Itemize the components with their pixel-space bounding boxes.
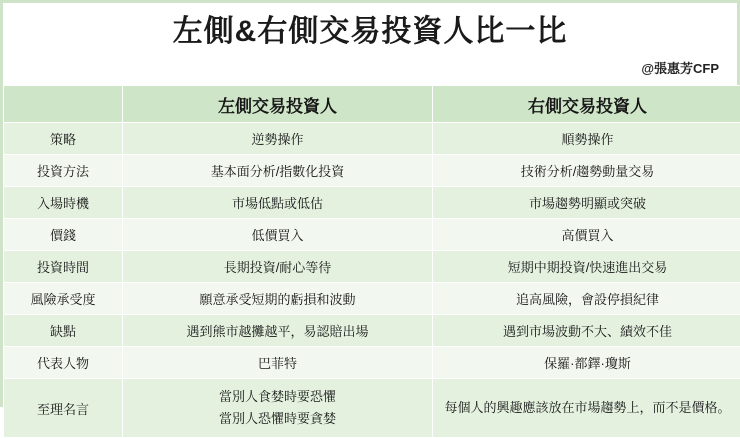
header-blank <box>4 86 123 123</box>
cell-right-entry-timing: 市場趨勢明顯或突破 <box>433 187 740 219</box>
header-right-trader: 右側交易投資人 <box>433 86 740 123</box>
cell-left-horizon: 長期投資/耐心等待 <box>123 251 433 283</box>
table-body <box>4 123 740 438</box>
cell-left-method: 基本面分析/指數化投資 <box>123 155 433 187</box>
cell-left-quote <box>123 379 433 438</box>
cell-left-strategy: 逆勢操作 <box>123 123 433 155</box>
row-label-method: 投資方法 <box>4 155 123 187</box>
table-row <box>4 347 740 379</box>
byline-credit: @張惠芳CFP <box>3 58 719 77</box>
quote-line-1: 當別人食婪時要恐懼 <box>127 386 428 408</box>
row-label-representative: 代表人物 <box>4 347 123 379</box>
table-row <box>4 315 740 347</box>
cell-left-risk-tolerance: 願意承受短期的虧損和波動 <box>123 283 433 315</box>
row-label-price: 價錢 <box>4 219 123 251</box>
table-header <box>4 86 740 123</box>
table-row <box>4 187 740 219</box>
cell-left-drawback: 遇到熊市越攤越平，易認賠出場 <box>123 315 433 347</box>
header-left-trader: 左側交易投資人 <box>123 86 433 123</box>
cell-right-drawback: 遇到市場波動不大、績效不佳 <box>433 315 740 347</box>
row-label-drawback: 缺點 <box>4 315 123 347</box>
table-row <box>4 379 740 438</box>
comparison-table <box>3 85 740 438</box>
cell-right-representative: 保羅·都鐸·瓊斯 <box>433 347 740 379</box>
page-title: 左側&右側交易投資人比一比 <box>3 15 737 48</box>
table-header-row <box>4 86 740 123</box>
table-row <box>4 123 740 155</box>
row-label-strategy: 策略 <box>4 123 123 155</box>
cell-right-method: 技術分析/趨勢動量交易 <box>433 155 740 187</box>
cell-right-strategy: 順勢操作 <box>433 123 740 155</box>
table-row <box>4 155 740 187</box>
row-label-entry-timing: 入場時機 <box>4 187 123 219</box>
row-label-quote: 至理名言 <box>4 379 123 438</box>
cell-left-representative: 巴菲特 <box>123 347 433 379</box>
table-row <box>4 219 740 251</box>
cell-right-risk-tolerance: 追高風險，會設停損紀律 <box>433 283 740 315</box>
cell-right-horizon: 短期中期投資/快速進出交易 <box>433 251 740 283</box>
cell-left-price: 低價買入 <box>123 219 433 251</box>
row-label-risk-tolerance: 風險承受度 <box>4 283 123 315</box>
table-row <box>4 251 740 283</box>
cell-right-quote: 每個人的興趣應該放在市場趨勢上，而不是價格。 <box>433 379 740 438</box>
cell-right-price: 高價買入 <box>433 219 740 251</box>
row-label-horizon: 投資時間 <box>4 251 123 283</box>
table-row <box>4 283 740 315</box>
quote-line-2: 當別人恐懼時要貪婪 <box>127 408 428 430</box>
cell-left-entry-timing: 市場低點或低估 <box>123 187 433 219</box>
